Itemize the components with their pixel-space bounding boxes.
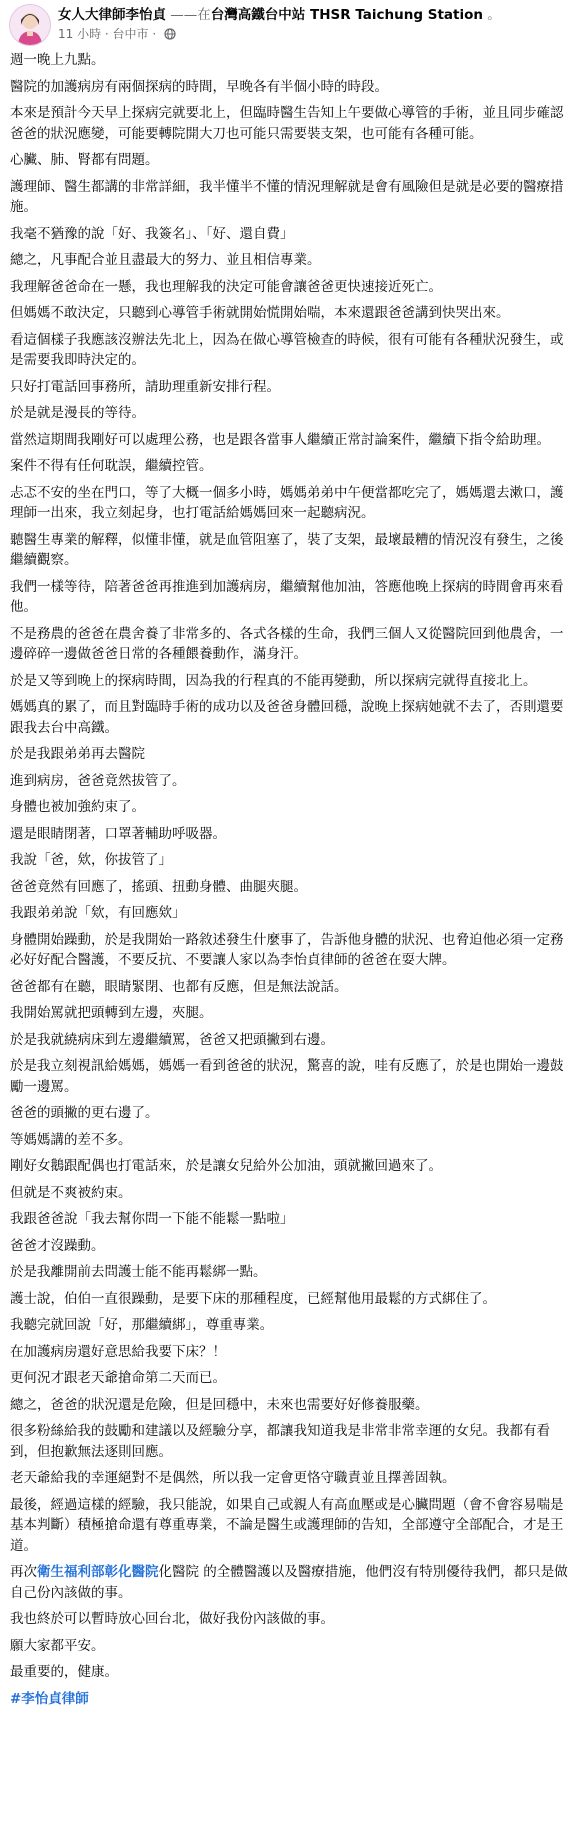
- post-paragraph: 我聽完就回說「好，那繼續綁」，尊重專業。: [10, 1317, 274, 1333]
- post-header: [0, 0, 582, 48]
- post-timestamp[interactable]: 11 小時 · 台中市 ·: [58, 27, 157, 41]
- post-paragraph: 老天爺給我的幸運絕對不是偶然，所以我一定會更恪守職責並且擇善固執。: [10, 1470, 456, 1486]
- thanks-paragraph: [10, 1562, 576, 1603]
- author-name[interactable]: 女人大律師李怡貞: [58, 7, 166, 23]
- location-separator: 。: [487, 7, 501, 23]
- post-paragraph: 於是我跟弟弟再去醫院: [10, 746, 145, 762]
- author-line: [58, 5, 578, 25]
- post-paragraph: 我理解爸爸命在一懸，我也理解我的決定可能會讓爸爸更快速接近死亡。: [10, 278, 442, 295]
- post-paragraph: 爸爸的頭撇的更右邊了。: [10, 1105, 159, 1121]
- post-paragraph: 我說「爸，欸，你拔管了」: [10, 852, 172, 868]
- at-prefix: ——在: [170, 7, 211, 23]
- post-paragraph: 不是務農的爸爸在農舍養了非常多的、各式各樣的生命，我們三個人又從醫院回到他農舍，一邊碎碎一邊做爸爸日常的各種餵養動作，滿身汗。: [10, 625, 564, 662]
- post-paragraph: 更何況才跟老天爺搶命第二天而已。: [10, 1370, 226, 1386]
- post-paragraph: 爸爸才沒躁動。: [10, 1237, 105, 1254]
- post-paragraph: 身體也被加強約束了。: [10, 799, 145, 815]
- thanks-suffix: 化醫院 的全體醫護以及醫療措施，他們沒有特別優待我們，都只是做自己份內該做的事。: [10, 1564, 568, 1601]
- location-link[interactable]: 台灣高鐵台中站 THSR Taichung Station: [210, 7, 483, 23]
- post-paragraph: 週一晚上九點。: [10, 52, 105, 68]
- post-paragraph: 護理師、醫生都講的非常詳細，我半懂半不懂的情況理解就是會有風險但是就是必要的醫療措施。: [10, 178, 564, 215]
- post-paragraph: 我跟爸爸說「我去幫你問一下能不能鬆一點啦」: [10, 1211, 294, 1227]
- post-paragraph: 只好打電話回事務所，請助理重新安排行程。: [10, 378, 280, 395]
- post-paragraph: 還是眼睛閉著，口罩著輔助呼吸器。: [10, 825, 226, 842]
- post-paragraph: 爸爸都有在聽，眼睛緊閉、也都有反應，但是無法說話。: [10, 978, 348, 995]
- post-paragraph: 心臟、肺、腎都有問題。: [10, 152, 159, 168]
- closing-paragraph: 最重要的，健康。: [10, 1664, 118, 1680]
- post-paragraph: 於是我立刻視訊給媽媽，媽媽一看到爸爸的狀況，驚喜的說，哇有反應了，於是也開始一邊鼓勵一邊罵。: [10, 1058, 564, 1095]
- post-paragraph: 看這個樣子我應該沒辦法先北上，因為在做心導管檢查的時候，很有可能有各種狀況發生，或是需要我即時決定的。: [10, 331, 564, 368]
- post-paragraph: 護士說，伯伯一直很躁動，是要下床的那種程度，已經幫他用最鬆的方式綁住了。: [10, 1290, 496, 1307]
- post-paragraph: 案件不得有任何耽誤，繼續控管。: [10, 458, 213, 474]
- post-paragraph: 聽醫生專業的解釋，似懂非懂，就是血管阻塞了，裝了支架，最壞最糟的情況沒有發生，之後繼續觀察。: [10, 531, 564, 568]
- post-paragraph: 總之，凡事配合並且盡最大的努力、並且相信專業。: [10, 252, 321, 268]
- post-paragraph: 於是我就繞病床到左邊繼續罵，爸爸又把頭撇到右邊。: [10, 1031, 334, 1048]
- post-paragraph: 醫院的加護病房有兩個探病的時間，早晚各有半個小時的時段。: [10, 78, 388, 95]
- post-paragraph: 等媽媽講的差不多。: [10, 1131, 132, 1148]
- post-paragraph: 本來是預計今天早上探病完就要北上，但臨時醫生告知上午要做心導管的手術，並且同步確認爸爸的狀況應變，可能要轉院開大刀也可能只需要裝支架，也可能有各種可能。: [10, 105, 564, 142]
- post-paragraph: 我跟弟弟說「欸，有回應欸」: [10, 905, 186, 921]
- post-paragraph: 總之，爸爸的狀況還是危險，但是回穩中，未來也需要好好修養服藥。: [10, 1396, 429, 1413]
- post-paragraph: 我開始罵就把頭轉到左邊，夾腿。: [10, 1005, 213, 1021]
- post-paragraph: 身體開始躁動，於是我開始一路敘述發生什麼事了，告訴他身體的狀況、也脅迫他必須一定務必好好配合醫護，不要反抗、不要讓人家以為李怡貞律師的爸爸在耍大牌。: [10, 931, 564, 968]
- post-paragraph: 媽媽真的累了，而且對臨時手術的成功以及爸爸身體回穩，說晚上探病她就不去了，否則還要跟我去台中高鐵。: [10, 699, 564, 736]
- closing-paragraph: 我也終於可以暫時放心回台北，做好我份內該做的事。: [10, 1611, 334, 1627]
- post-paragraphs: [10, 50, 576, 1556]
- post-paragraph: 很多粉絲給我的鼓勵和建議以及經驗分享，都讓我知道我是非常非常幸運的女兒。我都有看到，但抱歉無法逐則回應。: [10, 1423, 550, 1460]
- post-paragraph: 當然這期間我剛好可以處理公務，也是跟各當事人繼續正常討論案件，繼續下指令給助理。: [10, 431, 550, 448]
- post-paragraph: 剛好女鵝跟配偶也打電話來，於是讓女兒給外公加油，頭就撇回過來了。: [10, 1158, 442, 1174]
- hospital-tag-link[interactable]: 衛生福利部彰化醫院: [37, 1564, 159, 1580]
- post-paragraph: 但媽媽不敢決定，只聽到心導管手術就開始慌開始喘，本來還跟爸爸講到快哭出來。: [10, 305, 510, 321]
- post-meta: [58, 26, 176, 42]
- post-paragraph: 爸爸竟然有回應了，搖頭、扭動身體、曲腿夾腿。: [10, 878, 307, 895]
- post-paragraph: 忐忑不安的坐在門口，等了大概一個多小時，媽媽弟弟中午便當都吃完了，媽媽還去漱口，護理師一出來，我立刻起身，也打電話給媽媽回來一起聽病況。: [10, 484, 564, 521]
- post-paragraph: 於是就是漫長的等待。: [10, 405, 145, 421]
- post-paragraph: 在加護病房還好意思給我要下床？！: [10, 1343, 226, 1360]
- thanks-prefix: 再次: [10, 1564, 37, 1580]
- post-paragraph: 於是又等到晚上的探病時間，因為我的行程真的不能再變動，所以探病完就得直接北上。: [10, 672, 537, 689]
- post-paragraph: 我們一樣等待，陪著爸爸再推進到加護病房，繼續幫他加油，答應他晚上探病的時間會再來看他。: [10, 578, 564, 615]
- avatar-illustration-icon: [10, 5, 50, 45]
- post-paragraph: 我毫不猶豫的說「好、我簽名」、「好、還自費」: [10, 225, 294, 242]
- post-paragraph: 最後，經過這樣的經驗，我只能說，如果自己或親人有高血壓或是心臟問題（會不會容易喘是基本判斷）積極搶命還有尊重專業，不論是醫生或護理師的告知，全部遵守全部配合，才是王道。: [10, 1496, 564, 1554]
- post-paragraph: 進到病房，爸爸竟然拔管了。: [10, 772, 186, 789]
- globe-icon: [164, 28, 176, 40]
- post-paragraph: 於是我離開前去問護士能不能再鬆綁一點。: [10, 1264, 267, 1280]
- post-paragraph: 但就是不爽被約束。: [10, 1184, 132, 1201]
- hashtag-link[interactable]: #李怡貞律師: [10, 1690, 89, 1707]
- closing-paragraph: 願大家都平安。: [10, 1637, 105, 1654]
- avatar[interactable]: [9, 4, 51, 46]
- post-body: [10, 50, 576, 1715]
